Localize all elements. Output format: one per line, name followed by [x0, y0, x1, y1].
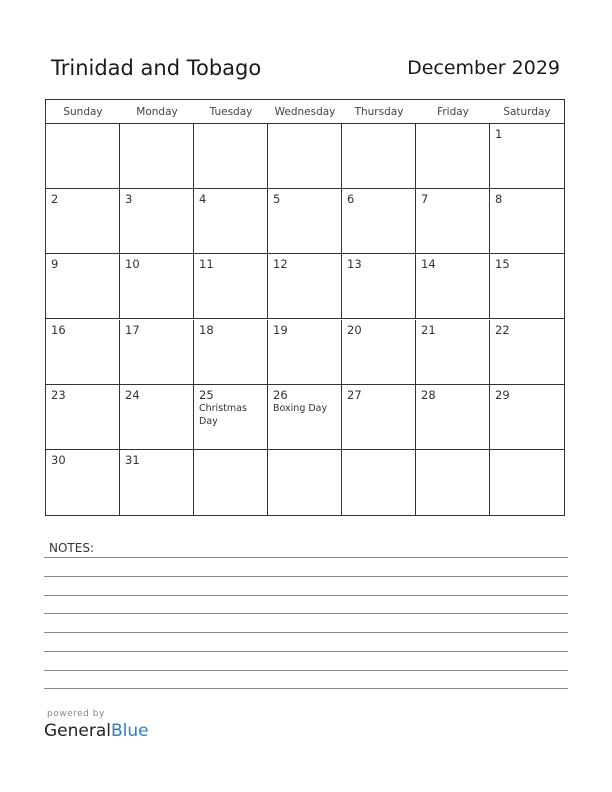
brand-blue: Blue — [111, 721, 149, 741]
day-number: 21 — [421, 322, 436, 337]
day-number: 29 — [495, 387, 510, 402]
day-cell — [342, 124, 416, 189]
day-cell — [194, 189, 268, 254]
day-number: 18 — [199, 322, 214, 337]
note-line — [44, 670, 568, 671]
day-cell — [194, 124, 268, 189]
day-cell — [194, 385, 268, 450]
powered-by-text: powered by — [47, 709, 105, 719]
note-line — [44, 613, 568, 614]
day-number: 6 — [347, 192, 355, 207]
day-number: 3 — [125, 192, 133, 207]
note-line — [44, 557, 568, 558]
weekday-thursday: Thursday — [354, 106, 404, 118]
weekday-wednesday: Wednesday — [274, 106, 336, 118]
day-cell — [120, 385, 194, 450]
day-number: 14 — [421, 257, 436, 272]
day-cell — [490, 450, 564, 515]
weekday-sunday: Sunday — [63, 106, 103, 118]
day-number: 9 — [51, 257, 59, 272]
day-number: 31 — [125, 452, 140, 467]
month-year-title: December 2029 — [407, 57, 560, 79]
day-cell — [46, 189, 120, 254]
note-line — [44, 576, 568, 577]
day-cell — [490, 385, 564, 450]
generalblue-logo — [44, 721, 149, 741]
day-cell — [416, 450, 490, 515]
day-number: 19 — [273, 322, 288, 337]
day-number: 16 — [51, 322, 66, 337]
day-cell — [46, 124, 120, 189]
day-cell — [120, 254, 194, 319]
day-number: 11 — [199, 257, 214, 272]
day-number: 22 — [495, 322, 510, 337]
day-number: 24 — [125, 387, 140, 402]
weekday-header-row — [46, 100, 564, 124]
brand-general: General — [44, 721, 111, 741]
day-cell — [490, 124, 564, 189]
holiday-label: Boxing Day — [273, 402, 328, 414]
day-cell — [268, 254, 342, 319]
day-number: 12 — [273, 257, 288, 272]
day-cell — [416, 385, 490, 450]
day-cell — [268, 189, 342, 254]
day-cell — [120, 450, 194, 515]
day-number: 1 — [495, 127, 503, 141]
day-number: 20 — [347, 322, 362, 337]
day-cell — [416, 320, 490, 385]
day-cell — [268, 385, 342, 450]
day-number: 13 — [347, 257, 362, 272]
day-number: 4 — [199, 192, 207, 207]
day-cell — [268, 320, 342, 385]
day-number: 5 — [273, 192, 281, 207]
day-number: 7 — [421, 192, 429, 207]
day-cell — [46, 254, 120, 319]
day-cell — [342, 450, 416, 515]
weekday-friday: Friday — [437, 106, 469, 118]
day-number: 28 — [421, 387, 436, 402]
day-cell — [416, 124, 490, 189]
day-number: 25 — [199, 387, 214, 402]
holiday-label: Christmas Day — [199, 402, 247, 427]
day-number: 30 — [51, 452, 66, 467]
day-cell — [194, 320, 268, 385]
day-cell — [120, 189, 194, 254]
day-number: 26 — [273, 387, 288, 402]
day-cell — [194, 450, 268, 515]
day-cell — [490, 189, 564, 254]
day-cell — [342, 320, 416, 385]
day-number: 8 — [495, 192, 503, 207]
note-line — [44, 651, 568, 652]
calendar-grid — [45, 99, 565, 516]
day-cell — [416, 254, 490, 319]
day-number: 17 — [125, 322, 140, 337]
day-cell — [342, 254, 416, 319]
day-cell — [46, 450, 120, 515]
notes-label: NOTES: — [49, 541, 94, 555]
day-number: 27 — [347, 387, 362, 402]
day-cell — [46, 385, 120, 450]
weekday-tuesday: Tuesday — [209, 106, 253, 118]
weekday-saturday: Saturday — [503, 106, 551, 118]
country-title: Trinidad and Tobago — [51, 56, 262, 80]
day-cell — [342, 385, 416, 450]
day-number: 10 — [125, 257, 140, 272]
day-cell — [416, 189, 490, 254]
day-number: 2 — [51, 192, 59, 207]
day-cell — [490, 254, 564, 319]
note-line — [44, 632, 568, 633]
day-cell — [342, 189, 416, 254]
day-cell — [46, 320, 120, 385]
day-cell — [120, 320, 194, 385]
day-number: 23 — [51, 387, 66, 402]
note-line — [44, 595, 568, 596]
day-cell — [490, 320, 564, 385]
day-cell — [120, 124, 194, 189]
day-cell — [268, 450, 342, 515]
day-cell — [268, 124, 342, 189]
weekday-monday: Monday — [136, 106, 178, 118]
day-cell — [194, 254, 268, 319]
day-number: 15 — [495, 257, 510, 272]
note-line — [44, 688, 568, 689]
